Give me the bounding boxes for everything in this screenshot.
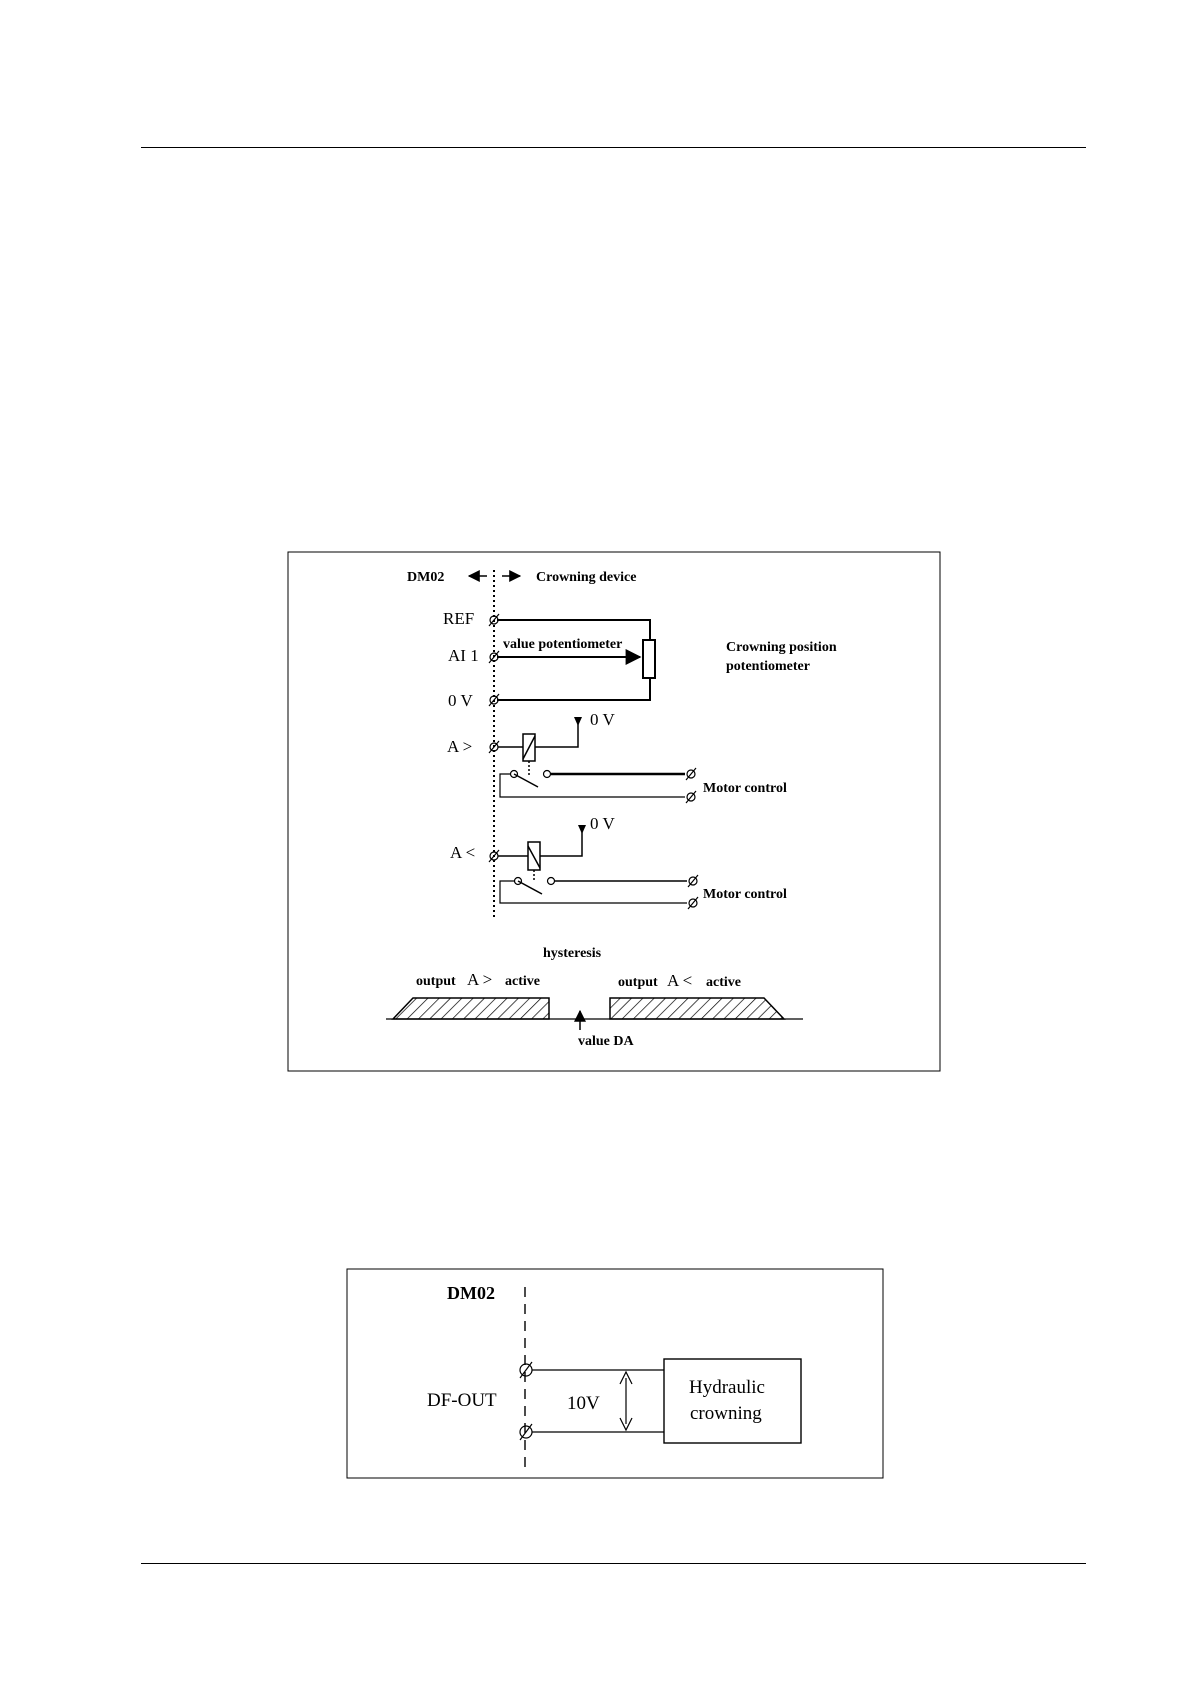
dm02-label: DM02 (407, 570, 445, 585)
dm02-label-2: DM02 (447, 1283, 495, 1303)
potentiometer-icon (643, 640, 655, 678)
terminal-icons (489, 741, 499, 753)
motor-control-label-1: Motor control (703, 781, 787, 796)
ai1-label: AI 1 (448, 646, 479, 665)
value-potentiometer-label: value potentiometer (503, 637, 623, 652)
voltage-label: 10V (567, 1393, 600, 1414)
potentiometer-label: potentiometer (726, 659, 810, 674)
a-greater-label: A > (447, 737, 473, 756)
output-symbol-1: A > (467, 970, 493, 989)
output-label-1: output (416, 974, 456, 989)
crowning-device-label: Crowning device (536, 570, 637, 585)
relay-zero-v-label-1: 0 V (590, 710, 615, 729)
crowning-label: crowning (690, 1403, 762, 1424)
crowning-position-label: Crowning position (726, 640, 837, 655)
hydraulic-crowning-diagram (347, 1269, 883, 1478)
ground-arrow-icon (578, 825, 586, 834)
diagram1-frame (288, 552, 940, 1071)
output-symbol-2: A < (667, 971, 693, 990)
a-less-label: A < (450, 843, 476, 862)
zero-v-label: 0 V (448, 691, 473, 710)
relay-a-less (498, 832, 582, 880)
hydraulic-label: Hydraulic (689, 1377, 765, 1398)
df-out-label: DF-OUT (427, 1390, 497, 1411)
ground-arrow-icon (574, 717, 582, 726)
relay-a-greater (498, 724, 578, 776)
value-da-label: value DA (578, 1034, 634, 1049)
relay-zero-v-label-2: 0 V (590, 814, 615, 833)
diagram2-frame (347, 1269, 883, 1478)
hydraulic-crowning-box (664, 1359, 801, 1443)
motor-control-label-2: Motor control (703, 887, 787, 902)
output-a-greater-region (393, 998, 549, 1019)
potentiometer-wiring (497, 620, 650, 700)
output-label-2: output (618, 975, 658, 990)
hysteresis-label: hysteresis (543, 946, 602, 961)
active-label-2: active (706, 975, 741, 990)
switch-a-less (500, 875, 698, 909)
crowning-wiring-diagram (288, 552, 940, 1071)
output-a-less-region (610, 998, 784, 1019)
ref-label: REF (443, 609, 475, 628)
terminal-icons (489, 850, 499, 862)
active-label-1: active (505, 974, 540, 989)
